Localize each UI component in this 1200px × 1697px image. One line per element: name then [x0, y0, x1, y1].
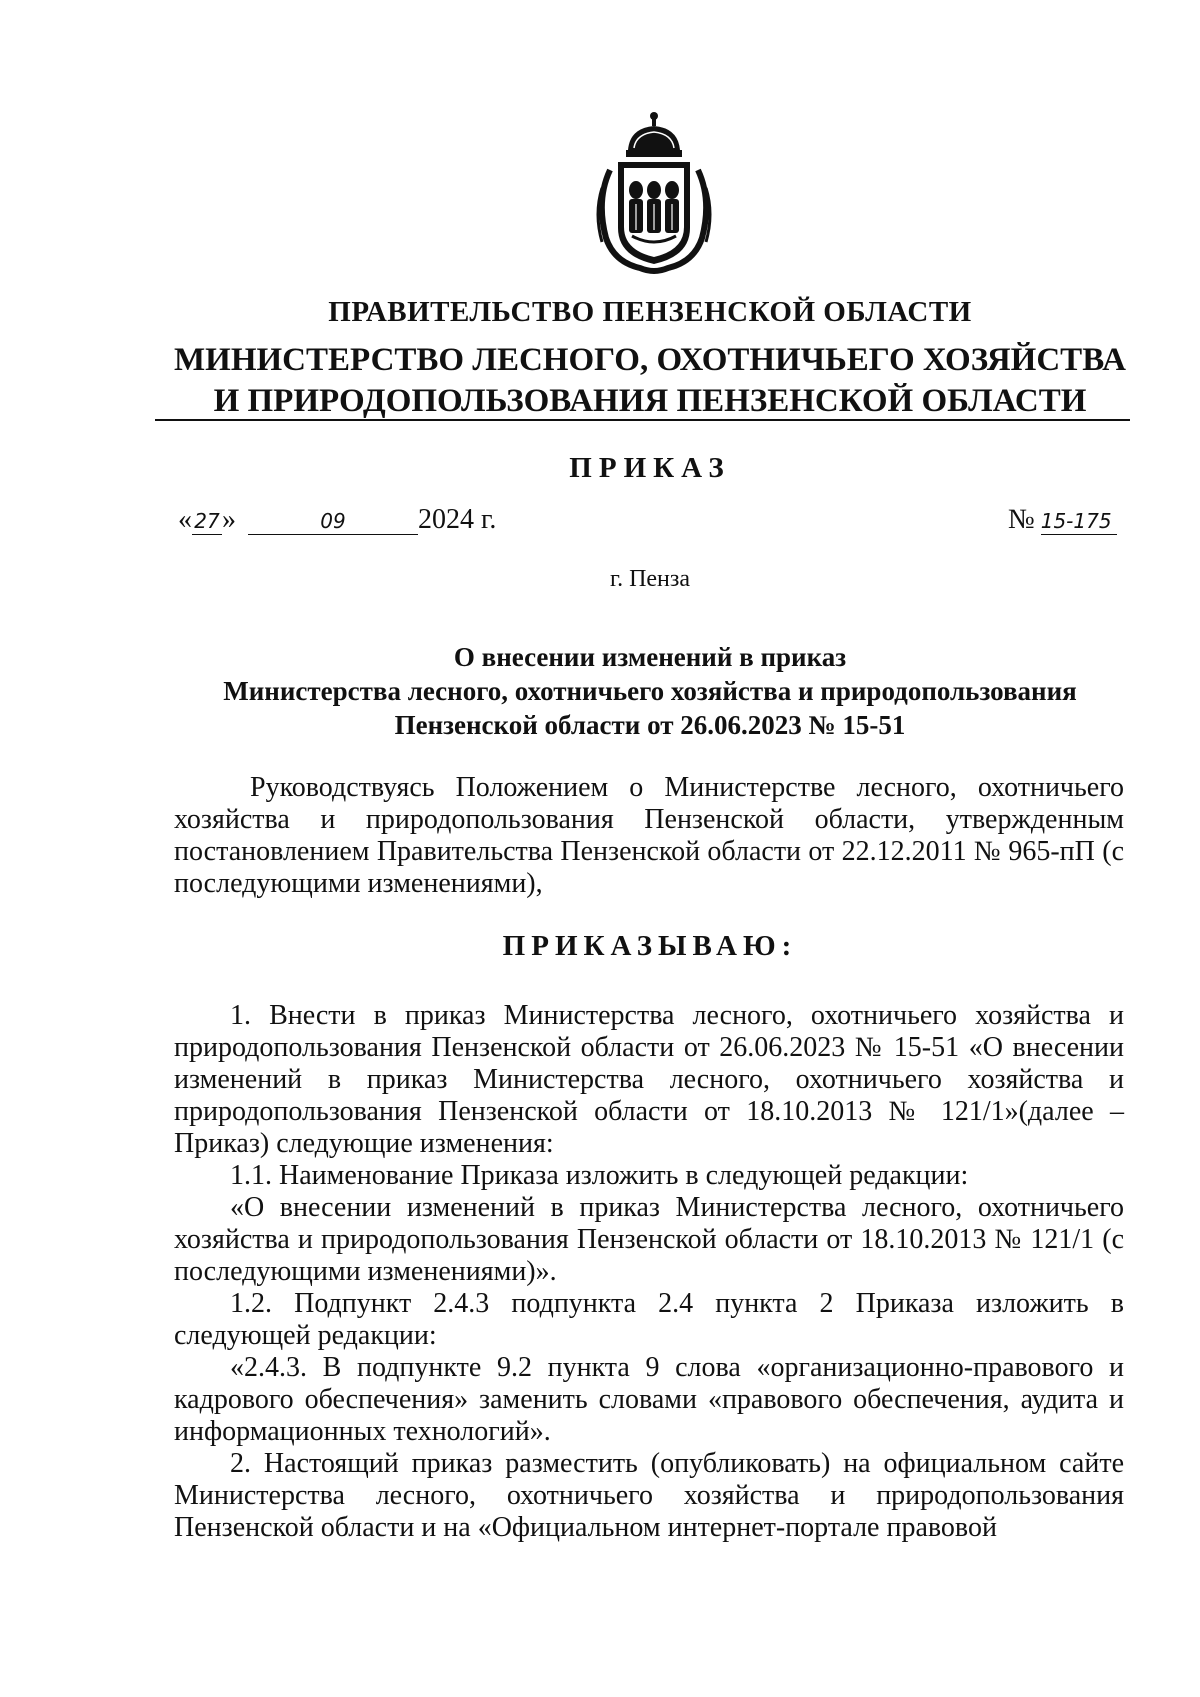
ministry-name — [150, 340, 1150, 422]
order-item: 1. Внести в приказ Министерства лесного, охотничьего хозяйства и природопользования Пензенской области от 26.06.2023 № 15-51 «О внесении изменений в приказ Министерства лесного, охотничьего хозяйства и природопользования Пензенской области от 18.10.2013 № 121/1»(далее – Приказ) следующие изменения: — [174, 1000, 1124, 1159]
header-divider — [155, 419, 1130, 421]
command-heading: ПРИКАЗЫВАЮ: — [502, 930, 798, 962]
number-label: № — [1008, 504, 1035, 535]
date-open-quote: « — [178, 504, 192, 535]
order-item: 2. Настоящий приказ разместить (опубликовать) на официальном сайте Министерства лесного, охотничьего хозяйства и природопользования Пензенской области и на «Официальном интернет-портале правовой — [174, 1448, 1124, 1543]
coat-of-arms-icon — [592, 110, 716, 278]
order-items — [174, 1000, 1124, 1544]
document-type-title: ПРИКАЗ — [569, 452, 731, 484]
subject-line1: О внесении изменений в приказ — [453, 642, 847, 672]
subject-line3: Пензенской области от 26.06.2023 № 15-51 — [394, 710, 906, 740]
order-item: «О внесении изменений в приказ Министерства лесного, охотничьего хозяйства и природопользования Пензенской области от 18.10.2013 № 121/1 (с последующими изменениями)». — [174, 1192, 1124, 1287]
city: г. Пенза — [609, 566, 691, 592]
order-date — [178, 504, 496, 536]
order-item: 1.1. Наименование Приказа изложить в следующей редакции: — [230, 1160, 969, 1191]
subject-line2: Министерства лесного, охотничьего хозяйства и природопользования — [223, 676, 1077, 706]
order-subject — [150, 640, 1150, 742]
preamble-paragraph: Руководствуясь Положением о Министерстве лесного, охотничьего хозяйства и природопользования Пензенской области, утвержденным постановлением Правительства Пензенской области от 22.12.2011 № 965-пП (с последующими изменениями), — [174, 772, 1124, 899]
date-month: 09 — [248, 508, 418, 535]
number-value: 15-175 — [1041, 508, 1117, 535]
ministry-name-line2: И ПРИРОДОПОЛЬЗОВАНИЯ ПЕНЗЕНСКОЙ ОБЛАСТИ — [213, 383, 1087, 419]
order-item: «2.4.3. В подпункте 9.2 пункта 9 слова «организационно-правового и кадрового обеспечения» заменить словами «правового обеспечения, аудита и информационных технологий». — [174, 1352, 1124, 1447]
order-item: 1.2. Подпункт 2.4.3 подпункта 2.4 пункта 2 Приказа изложить в следующей редакции: — [174, 1288, 1124, 1351]
order-number — [1008, 504, 1117, 536]
date-day: 27 — [192, 508, 222, 535]
date-close-quote: » — [222, 504, 236, 535]
ministry-name-line1: МИНИСТЕРСТВО ЛЕСНОГО, ОХОТНИЧЬЕГО ХОЗЯЙСТВА — [174, 342, 1126, 378]
government-name: ПРАВИТЕЛЬСТВО ПЕНЗЕНСКОЙ ОБЛАСТИ — [328, 296, 972, 328]
date-year: 2024 г. — [418, 504, 497, 535]
